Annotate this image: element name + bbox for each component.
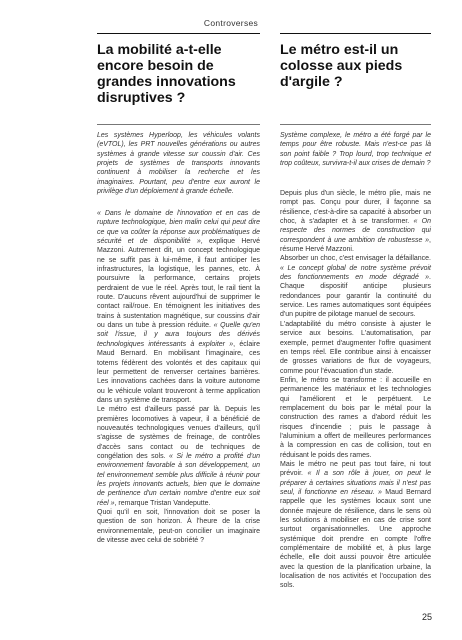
right-quote-2: « Le concept global de notre système prévoit des fonctionnements en mode dégradé »	[280, 264, 431, 282]
left-paragraph-3: Quoi qu'il en soit, l'innovation doit se poser la question de son horizon. À l'heure de la crise environnementale, peut-on concilier un imaginaire de vitesse avec celui de sobriété ?	[97, 509, 260, 545]
right-paragraph-1: Depuis plus d'un siècle, le métro plie, mais ne rompt pas. Conçu pour durer, il façonne sa résilience, c'est-à-dire sa capacité à absorber un choc, à s'adapter et à se transformer. « On respecte des normes de construction qui correspondent à une ambition de robustesse », résume Hervé Mazzoni.	[280, 190, 431, 254]
right-paragraph-3: L'adaptabilité du métro consiste à ajuster le service aux besoins. L'automatisation, par exemple, permet d'augmenter l'offre quasiment en temps réel. Elle contribue ainsi à encaisser de grosses variations de flux de voyageurs, comme pour l'évacuation d'un stade.	[280, 320, 431, 375]
section-label: Controverses	[203, 18, 259, 28]
right-quote-3: « Il a son rôle à jouer, on peut le préparer à certaines situations mais il n'est pas seul, il fonctionne en réseau. »	[280, 470, 431, 496]
right-paragraph-5: Mais le métro ne peut pas tout faire, ni tout prévoir. « Il a son rôle à jouer, on peut le préparer à certaines situations mais il n'est pas seul, il fonctionne en réseau. » Maud Bernard rappelle que les systèmes locaux sont une donnée majeure de résilience, dans le sens où les solutions à mobiliser en cas de crise sont surtout organisationnelles. Une approche systémique doit prendre en compte l'offre complémentaire de mobilité et, à plus large échelle, elle doit aussi pouvoir être articulée avec la question de la planification urbaine, la localisation de nos activités et l'occupation des sols.	[280, 460, 431, 590]
right-lede: Système complexe, le métro a été forgé par le temps pour être robuste. Mais n'est-ce pas là son point faible ? Trop lourd, trop technique et trop coûteux, survivra-t-il aux crises de demain ?	[280, 132, 431, 168]
right-headline: Le métro est-il un colosse aux pieds d'argile ?	[280, 42, 403, 90]
left-quote-2: « Quelle qu'en soit l'issue, il y aura toujours des dérivés technologiques intéressants à exploiter »	[97, 322, 260, 348]
right-paragraph-4: Enfin, le métro se transforme : il accueille en permanence les matériaux et les technologies qui l'améliorent et le perpétuent. Le remplacement du bois par le métal pour la construction des rames a d'abord réduit les risques d'incendie ; puis le passage à l'aluminium a offert de meilleures performances à la compression en cas de collision, tout en réduisant le poids des rames.	[280, 376, 431, 459]
right-body	[280, 189, 431, 591]
left-lede: Les systèmes Hyperloop, les véhicules volants (eVTOL), les PRT nouvelles générations ou autres systèmes à grande vitesse sur coussin d'air. Ces projets de systèmes de transports innovants continuent à mobiliser la recherche et les imaginaires. Pourtant, peu d'entre eux auront le privilège d'un déploiement à grande échelle.	[97, 132, 260, 196]
left-top-rule	[97, 33, 260, 34]
left-paragraph-2: Le métro est d'ailleurs passé par là. Depuis les premières locomotives à vapeur, il a bénéficié de nouveautés technologiques venues d'ailleurs, qu'il s'agisse de systèmes de freinage, de contrôles d'accès sans contact ou de techniques de congélation des sols. « Si le métro a profité d'un environnement favorable à son développement, un tel environnement semble plus difficile à réunir pour les projets innovants actuels, bien que le domaine de pertinence d'un certain nombre d'entre eux soit réel », remarque Tristan Vandeputte.	[97, 406, 260, 507]
left-quote-1: « Dans le domaine de l'innovation et en cas de rupture technologique, bien malin celui qui peut dire ce que va coûter la réponse aux problématiques de sécurité et de disponibilité »	[97, 210, 260, 246]
left-headline-rule	[97, 124, 260, 125]
right-paragraph-2: Absorber un choc, c'est envisager la défaillance. « Le concept global de notre système prévoit des fonctionnements en mode dégradé ». Chaque dispositif anticipe plusieurs redondances pour garantir la continuité du service. Les rames automatiques sont équipées d'un pupitre de pilotage manuel de secours.	[280, 255, 431, 319]
right-top-rule	[280, 33, 431, 34]
right-headline-rule	[280, 124, 431, 125]
page-number: 25	[421, 612, 432, 622]
right-quote-1: « On respecte des normes de construction qui correspondent à une ambition de robustesse »	[280, 218, 431, 244]
left-body	[97, 209, 260, 545]
left-headline: La mobilité a-t-elle encore besoin de grandes innovations disruptives ?	[97, 42, 236, 106]
left-paragraph-1: « Dans le domaine de l'innovation et en cas de rupture technologique, bien malin celui qui peut dire ce que va coûter la réponse aux problématiques de sécurité et de disponibilité », explique Hervé Mazzoni. Autrement dit, un concept technologique ne se suffit pas à lui-même, il faut anticiper les infrastructures, la logistique, les pannes, etc. À poursuivre la performance, certains projets perdraient de vue le réel. Après tout, le rail tient la route. D'aucuns rêvent aujourd'hui de supprimer le contact rail/roue. En témoignent les initiatives des trains à sustentation magnétique, sur coussins d'air ou dans un tube à pression réduite. « Quelle qu'en soit l'issue, il y aura toujours des dérivés technologiques intéressants à exploiter », éclaire Maud Bernard. En mobilisant l'imaginaire, ces totems fédèrent des volontés et des capitaux qui leur permettent de renverser certaines barrières. Les innovations cachées dans la voiture autonome ou le véhicule volant trouveront à terme application dans un système de transport.	[97, 210, 261, 404]
left-quote-3: « Si le métro a profité d'un environnement favorable à son développement, un tel environnement semble plus difficile à réunir pour les projets innovants actuels, bien que le domaine de pertinence d'un certain nombre d'entre eux soit réel »	[97, 452, 260, 507]
